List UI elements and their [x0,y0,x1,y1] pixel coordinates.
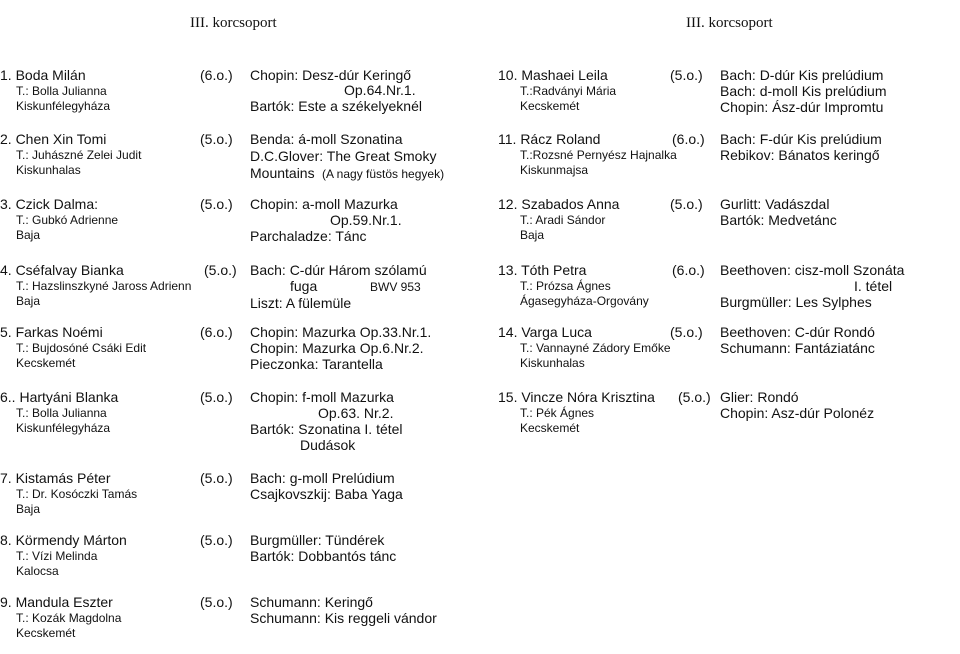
student-name: 1. Boda Milán [0,67,86,83]
entry-3 [0,196,470,256]
entry-15 [498,389,960,449]
student-grade: (5.o.) [200,532,233,548]
program-line: Liszt: A fülemüle [250,295,352,311]
program-line: Chopin: a-moll Mazurka [250,196,398,212]
student-grade: (5.o.) [204,262,237,278]
city-name: Kiskunhalas [16,163,81,177]
entry-7 [0,470,470,530]
program-line: Bach: C-dúr Három szólamú [250,262,427,278]
city-name: Kecskemét [16,626,76,640]
entry-6 [0,389,470,453]
student-grade: (6.o.) [200,324,233,340]
student-grade: (6.o.) [672,131,705,147]
student-name: 3. Czick Dalma: [0,196,99,212]
student-grade: (5.o.) [200,196,233,212]
teacher-name: T.: Dr. Kosóczki Tamás [16,487,138,501]
student-name: 7. Kistamás Péter [0,470,111,486]
program-line: Rebikov: Bánatos keringő [720,147,880,163]
teacher-name: T.: Vízi Melinda [16,549,98,563]
teacher-name: T.: Pék Ágnes [520,406,595,420]
city-name: Kiskunmajsa [520,163,589,177]
student-grade: (5.o.) [670,67,703,83]
teacher-name: T.: Bolla Julianna [16,406,107,420]
program-line: Chopin: f-moll Mazurka [250,389,394,405]
program-line: Bach: d-moll Kis prelúdium [720,83,887,99]
city-name: Baja [16,228,41,242]
teacher-name: T.: Bolla Julianna [16,84,107,98]
program-line: Chopin: Desz-dúr Keringő [250,67,412,83]
entry-9 [0,594,470,654]
entry-11 [498,131,960,191]
student-name: 2. Chen Xin Tomi [0,131,107,147]
program-line: Beethoven: C-dúr Rondó [720,324,875,340]
program-line: Schumann: Keringő [250,594,373,610]
student-name: 6.. Hartyáni Blanka [0,389,119,405]
entry-4 [0,262,470,322]
city-name: Kiskunfélegyháza [16,421,111,435]
program-line: D.C.Glover: The Great Smoky [250,148,437,164]
student-name: 10. Mashaei Leila [498,67,608,83]
program-line: Bartók: Este a székelyeknél [250,98,422,114]
program-line: Mountains [250,165,315,181]
student-grade: (5.o.) [670,196,703,212]
city-name: Baja [16,502,41,516]
city-name: Kiskunhalas [520,356,585,370]
teacher-name: T.: Juhászné Zelei Judit [16,148,142,162]
student-name: 4. Cséfalvay Bianka [0,262,124,278]
student-grade: (6.o.) [672,262,705,278]
city-name: Baja [16,294,41,308]
teacher-name: T.: Vannayné Zádory Emőke [520,341,671,355]
program-line: Benda: á-moll Szonatina [250,131,403,147]
program-line: Dudások [300,437,356,453]
program-line: Op.63. Nr.2. [318,405,394,421]
student-grade: (5.o.) [200,131,233,147]
program-line: Bach: F-dúr Kis prelúdium [720,131,882,147]
student-name: 15. Vincze Nóra Krisztina [498,389,655,405]
program-line: Beethoven: cisz-moll Szonáta [720,262,905,278]
city-name: Kecskemét [520,421,580,435]
teacher-name: T.: Gubkó Adrienne [16,213,119,227]
student-grade: (5.o.) [200,470,233,486]
student-grade: (5.o.) [200,594,233,610]
student-grade: (5.o.) [678,389,711,405]
student-grade: (6.o.) [200,67,233,83]
program-line: Op.64.Nr.1. [344,82,416,98]
student-name: 14. Varga Luca [498,324,592,340]
city-name: Kecskemét [16,356,76,370]
entry-5 [0,324,470,384]
program-line: Schumann: Kis reggeli vándor [250,610,437,626]
teacher-name: T.: Aradi Sándor [520,213,606,227]
entry-8 [0,532,470,592]
city-name: Ágasegyháza-Orgovány [520,294,649,308]
student-name: 12. Szabados Anna [498,196,620,212]
student-name: 11. Rácz Roland [498,131,601,147]
student-name: 5. Farkas Noémi [0,324,103,340]
teacher-name: T.:Radványi Mária [520,84,617,98]
student-name: 8. Körmendy Márton [0,532,127,548]
entry-13 [498,262,960,322]
program-line: Pieczonka: Tarantella [250,356,383,372]
teacher-name: T.: Bujdosóné Csáki Edit [16,341,147,355]
program-line: Bartók: Szonatina I. tétel [250,421,403,437]
program-line: Bartók: Medvetánc [720,212,837,228]
program-line: Bach: D-dúr Kis prelúdium [720,67,884,83]
program-line: Burgmüller: Les Sylphes [720,294,872,310]
city-name: Baja [520,228,545,242]
program-line: Gurlitt: Vadászdal [720,196,830,212]
teacher-name: T.:Rozsné Pernyész Hajnalka [520,148,677,162]
student-grade: (5.o.) [200,389,233,405]
program-line: BWV 953 [370,280,421,294]
column-header-left: III. korcsoport [190,15,277,31]
entry-1 [0,67,470,127]
program-line: Schumann: Fantáziatánc [720,340,875,356]
city-name: Kalocsa [16,564,59,578]
teacher-name: T.: Prózsa Ágnes [520,279,611,293]
program-line: Parchaladze: Tánc [250,228,367,244]
column-header-right: III. korcsoport [686,15,773,31]
student-name: 9. Mandula Eszter [0,594,113,610]
entry-14 [498,324,960,384]
program-line: Csajkovszkij: Baba Yaga [250,486,403,502]
program-line: I. tétel [854,278,893,294]
program-line: (A nagy füstös hegyek) [322,167,445,181]
program-line: Burgmüller: Tündérek [250,532,385,548]
program-line: Glier: Rondó [720,389,799,405]
program-line: Chopin: Asz-dúr Polonéz [720,405,875,421]
teacher-name: T.: Hazslinszkyné Jaross Adrienn [16,279,192,293]
program-line: Chopin: Ász-dúr Impromtu [720,99,884,115]
student-grade: (5.o.) [670,324,703,340]
entry-2 [0,131,470,191]
city-name: Kecskemét [520,99,580,113]
teacher-name: T.: Kozák Magdolna [16,611,122,625]
program-line: Chopin: Mazurka Op.6.Nr.2. [250,340,424,356]
entry-10 [498,67,960,127]
program-line: Chopin: Mazurka Op.33.Nr.1. [250,324,432,340]
entry-12 [498,196,960,256]
program-line: Bach: g-moll Prelúdium [250,470,395,486]
program-line: Op.59.Nr.1. [330,212,402,228]
student-name: 13. Tóth Petra [498,262,587,278]
program-line: fuga [290,278,318,294]
city-name: Kiskunfélegyháza [16,99,111,113]
program-line: Bartók: Dobbantós tánc [250,548,397,564]
